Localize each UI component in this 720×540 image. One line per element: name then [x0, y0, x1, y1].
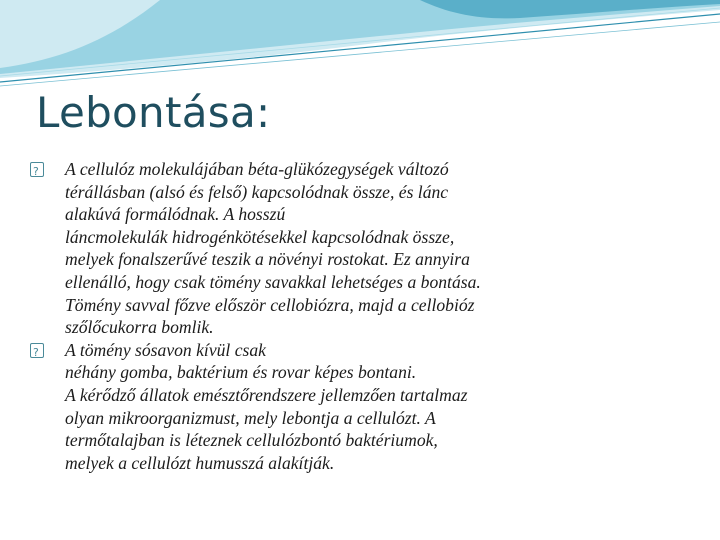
paragraph-line: A tömény sósavon kívül csak — [65, 339, 266, 360]
paragraph-line: néhány gomba, baktérium és rovar képes bontani. — [65, 362, 417, 383]
paragraph-line: olyan mikroorganizmust, mely lebontja a cellulózt. A — [65, 407, 436, 428]
paragraph-line: A kérődző állatok emésztőrendszere jellemzően tartalmaz — [65, 384, 468, 405]
paragraph-line: ellenálló, hogy csak tömény savakkal lehetséges a bontása. — [65, 271, 481, 292]
bullet-paragraph-2 — [30, 339, 695, 475]
paragraph-line: termőtalajban is léteznek cellulózbontó baktériumok, — [65, 430, 438, 451]
paragraph-line: A cellulóz molekulájában béta-glükózegységek változó — [65, 159, 449, 179]
slide-body — [30, 158, 695, 474]
slide-title: Lebontása: — [36, 88, 271, 137]
missing-glyph-box-icon — [30, 162, 44, 177]
missing-glyph-box-icon — [30, 343, 44, 358]
paragraph-line: melyek fonalszerűvé teszik a növényi rostokat. Ez annyira — [65, 249, 470, 270]
paragraph-line: alakúvá formálódnak. A hosszú — [65, 204, 286, 225]
paragraph-line: térállásban (alsó és felső) kapcsolódnak össze, és lánc — [65, 181, 449, 202]
header-wave-decoration — [0, 0, 720, 90]
paragraph-line: Tömény savval főzve először cellobiózra, majd a cellobióz — [65, 294, 475, 315]
bullet-paragraph-1 — [30, 158, 695, 339]
paragraph-line: melyek a cellulózt humusszá alakítják. — [65, 452, 335, 473]
paragraph-line: láncmolekulák hidrogénkötésekkel kapcsolódnak össze, — [65, 226, 455, 247]
paragraph-line: szőlőcukorra bomlik. — [65, 317, 214, 338]
